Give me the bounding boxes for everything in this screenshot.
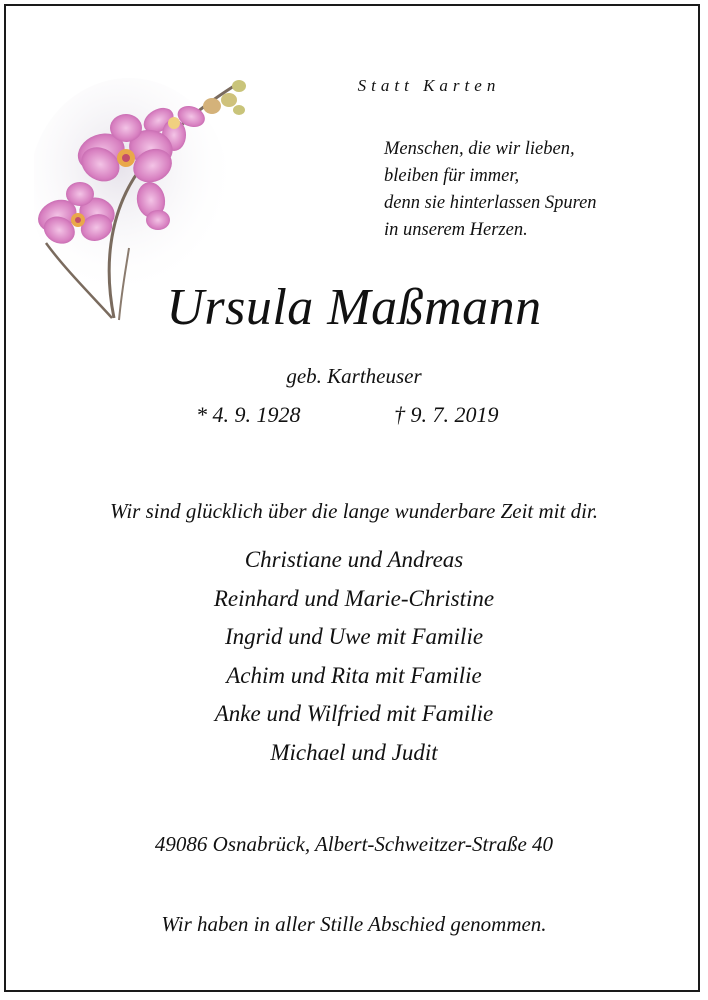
deceased-name: Ursula Maßmann	[166, 279, 542, 336]
family-quote: Wir sind glücklich über die lange wunderbare Zeit mit dir.	[109, 499, 598, 523]
birth-date: * 4. 9. 1928	[196, 402, 301, 427]
family-member: Ingrid und Uwe mit Familie	[224, 624, 484, 649]
maiden-name: geb. Kartheuser	[286, 364, 422, 388]
verse-line: denn sie hinterlassen Spuren	[384, 193, 597, 213]
obituary-card	[4, 4, 700, 992]
family-member: Michael und Judit	[270, 739, 438, 765]
memorial-verse	[384, 136, 597, 244]
family-member: Achim und Rita mit Familie	[226, 662, 482, 688]
closing-note: Wir haben in aller Stille Abschied genommen.	[161, 912, 547, 936]
statt-karten-heading: Statt Karten	[357, 76, 501, 95]
address: 49086 Osnabrück, Albert-Schweitzer-Straße 40	[154, 832, 554, 856]
family-member: Reinhard und Marie-Christine	[213, 585, 495, 611]
family-member: Christiane und Andreas	[244, 547, 464, 572]
verse-line: Menschen, die wir lieben,	[384, 139, 575, 159]
family-list	[6, 541, 702, 772]
verse-line: in unserem Herzen.	[384, 220, 528, 240]
death-date: † 9. 7. 2019	[394, 402, 499, 427]
family-member: Anke und Wilfried mit Familie	[214, 701, 494, 726]
verse-line: bleiben für immer,	[384, 166, 520, 186]
